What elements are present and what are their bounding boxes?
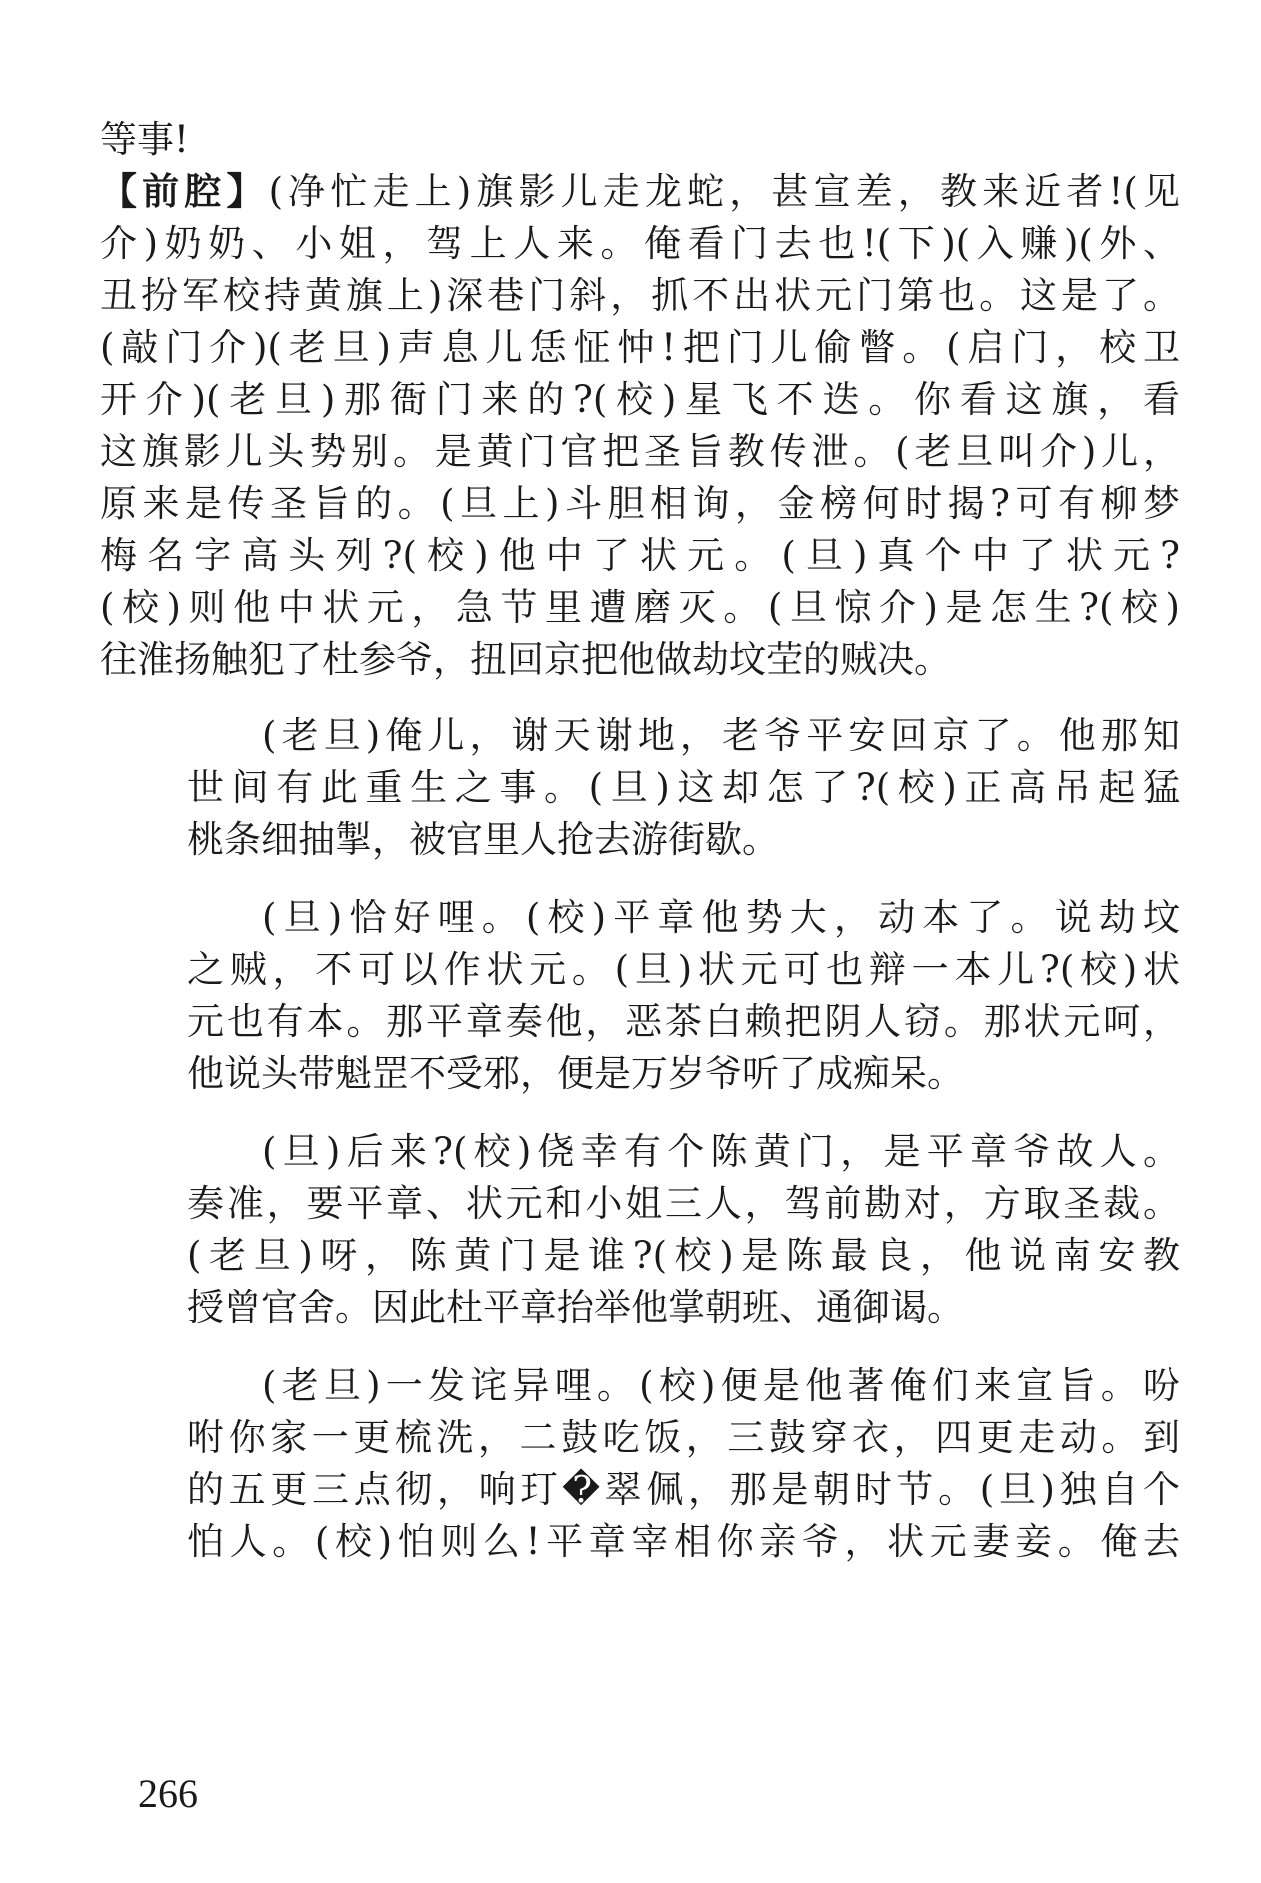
text-line: 他说头带魁罡不受邪，便是万岁爷听了成痴呆。 (187, 1052, 964, 1095)
text-line: 元也有本。那平章奏他，恶茶白赖把阴人窃。那状元呵， (187, 1000, 1180, 1043)
text-line: 原来是传圣旨的。(旦上)斗胆相询，金榜何时揭?可有柳梦 (100, 482, 1180, 525)
tune-label: 【前腔】 (100, 170, 269, 213)
text-line: 往淮扬触犯了杜参爷，扭回京把他做劫坟茔的贼决。 (100, 638, 951, 681)
text-line: 怕人。(校)怕则么!平章宰相你亲爷，状元妻妾。俺去 (187, 1520, 1180, 1563)
text-line: 开介)(老旦)那衙门来的?(校)星飞不迭。你看这旗，看 (100, 378, 1180, 421)
text-line: (敲门介)(老旦)声息儿恁怔忡!把门儿偷瞥。(启门，校卫 (100, 326, 1180, 369)
text-line: 等事! (100, 118, 189, 161)
text-line: (老旦)呀，陈黄门是谁?(校)是陈最良，他说南安教 (187, 1234, 1180, 1277)
text-line: (旦)后来?(校)侥幸有个陈黄门，是平章爷故人。 (262, 1130, 1180, 1173)
text-line: 奏准，要平章、状元和小姐三人，驾前勘对，方取圣裁。 (187, 1182, 1180, 1225)
text-line: 授曾官舍。因此杜平章抬举他掌朝班、通御谒。 (187, 1286, 964, 1329)
text-line: (老旦)俺儿，谢天谢地，老爷平安回京了。他那知 (262, 714, 1180, 757)
page-number: 266 (138, 1771, 198, 1816)
text-line: 的五更三点彻，响玎�翠佩，那是朝时节。(旦)独自个 (187, 1468, 1180, 1511)
text-line: 桃条细抽掣，被官里人抢去游街歇。 (187, 818, 779, 861)
text-line: 之贼，不可以作状元。(旦)状元可也辩一本儿?(校)状 (187, 948, 1180, 991)
text-line: 这旗影儿头势别。是黄门官把圣旨教传泄。(老旦叫介)儿， (100, 430, 1180, 473)
text-line: (老旦)一发诧异哩。(校)便是他著俺们来宣旨。吩 (262, 1364, 1180, 1407)
text-line: 【前腔】(净忙走上)旗影儿走龙蛇，甚宣差，教来近者!(见 (100, 170, 1180, 213)
text-line: 世间有此重生之事。(旦)这却怎了?(校)正高吊起猛 (187, 766, 1180, 809)
text-line: 介)奶奶、小姐，驾上人来。俺看门去也!(下)(入赚)(外、 (100, 222, 1180, 265)
text-line: (旦)恰好哩。(校)平章他势大，动本了。说劫坟 (262, 896, 1180, 939)
text-line: 梅名字高头列?(校)他中了状元。(旦)真个中了状元? (100, 534, 1180, 577)
text-line: 咐你家一更梳洗，二鼓吃饭，三鼓穿衣，四更走动。到 (187, 1416, 1180, 1459)
text-line: 丑扮军校持黄旗上)深巷门斜，抓不出状元门第也。这是了。 (100, 274, 1180, 317)
text-line: (校)则他中状元，急节里遭磨灭。(旦惊介)是怎生?(校) (100, 586, 1180, 629)
